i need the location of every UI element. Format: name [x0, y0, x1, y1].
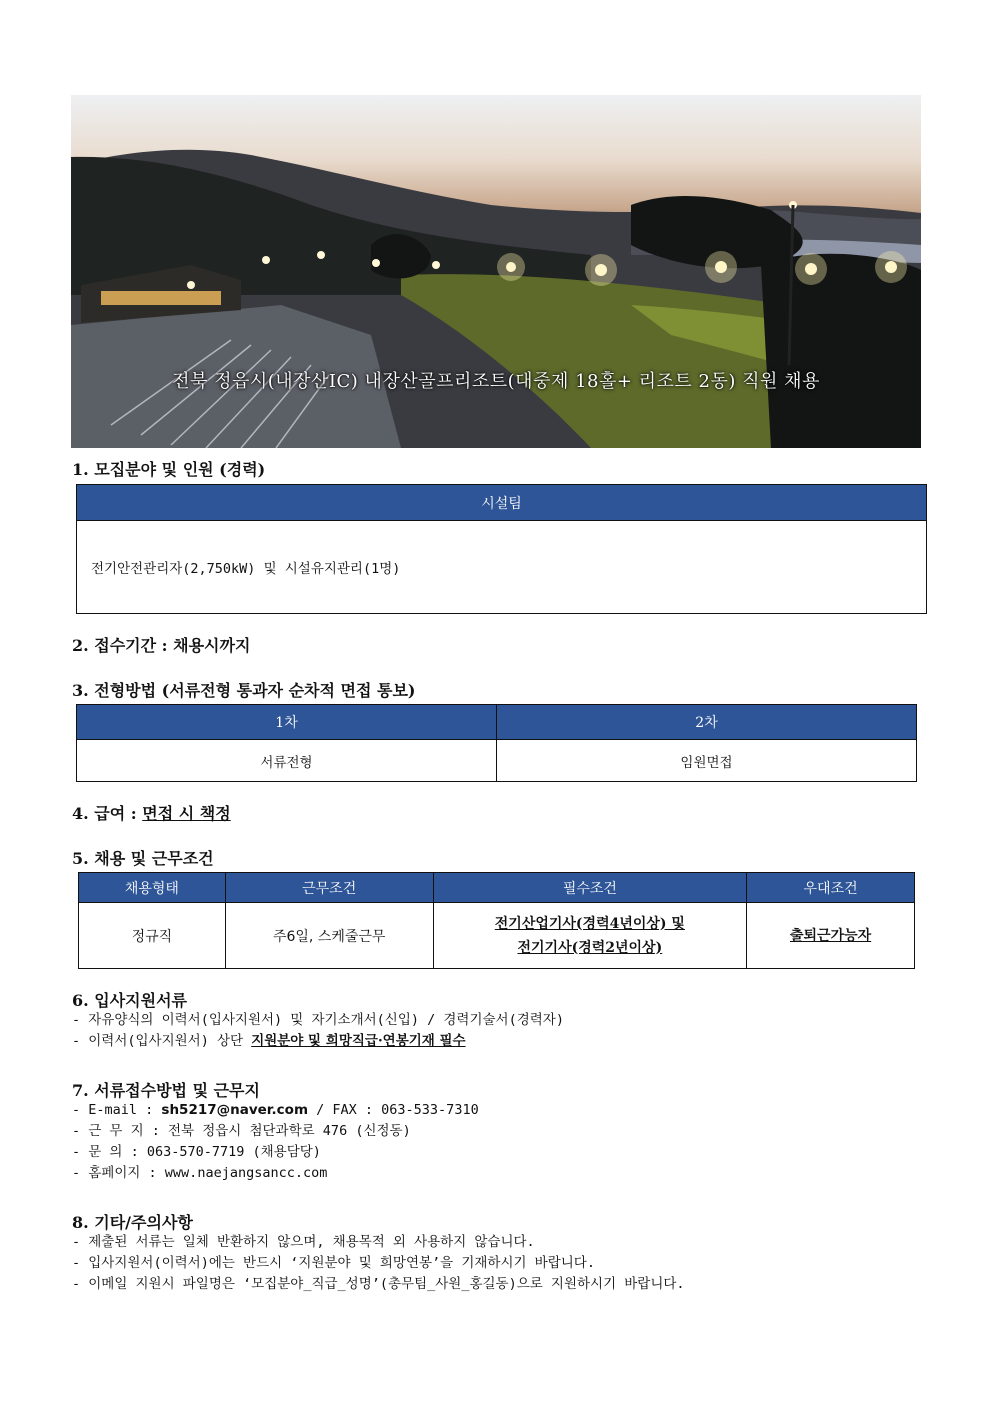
team-header: 시설팀	[77, 485, 927, 521]
employment-type-value: 정규직	[79, 903, 226, 969]
salary-value: 면접 시 책정	[142, 804, 231, 823]
notice-line-2: - 입사지원서(이력서)에는 반드시 ‘지원분야 및 희망연봉’을 기재하시기 바랍니다.	[72, 1255, 595, 1271]
employment-conditions-table	[78, 872, 915, 969]
homepage-line: - 홈페이지 : www.naejangsancc.com	[72, 1165, 328, 1181]
salary-label: 4. 급여 :	[72, 804, 143, 823]
stage2-header: 2차	[497, 705, 917, 740]
documents-required-note: 지원분야 및 희망직급·연봉기재 필수	[251, 1033, 466, 1049]
section8-heading: 8. 기타/주의사항	[72, 1213, 193, 1232]
selection-process-table	[76, 704, 917, 782]
phone-line: - 문 의 : 063-570-7719 (채용담당)	[72, 1144, 321, 1160]
email-fax-line	[72, 1100, 479, 1121]
stage1-header: 1차	[77, 705, 497, 740]
section6-heading: 6. 입사지원서류	[72, 991, 188, 1010]
notice-line-1: - 제출된 서류는 일체 반환하지 않으며, 채용목적 외 사용하지 않습니다.	[72, 1234, 535, 1250]
stage1-value: 서류전형	[77, 740, 497, 782]
section5-heading: 5. 채용 및 근무조건	[72, 849, 214, 868]
email-label: - E-mail :	[72, 1102, 162, 1118]
team-table	[76, 484, 927, 614]
email-link[interactable]: sh5217@naver.com	[161, 1102, 309, 1118]
address-line: - 근 무 지 : 전북 정읍시 첨단과학로 476 (신정동)	[72, 1123, 411, 1139]
employment-type-header: 채용형태	[79, 873, 226, 903]
notice-line-3: - 이메일 지원시 파일명은 ‘모집분야_직급_성명’(총무팀_사원_홍길동)으로 지원하시기 바랍니다.	[72, 1276, 685, 1292]
team-position: 전기안전관리자(2,750kW) 및 시설유지관리(1명)	[77, 521, 927, 614]
golf-resort-night-photo	[71, 95, 921, 448]
requirements-value	[433, 903, 747, 969]
hero-banner-image	[71, 95, 921, 448]
documents-line-1: - 자유양식의 이력서(입사지원서) 및 자기소개서(신입) / 경력기술서(경력자)	[72, 1012, 564, 1028]
section7-heading: 7. 서류접수방법 및 근무지	[72, 1081, 260, 1100]
stage2-value: 임원면접	[497, 740, 917, 782]
fax-text: / FAX : 063-533-7310	[308, 1102, 479, 1118]
section7-list	[72, 1100, 479, 1184]
section2-heading: 2. 접수기간 : 채용시까지	[72, 636, 251, 655]
section1-heading: 1. 모집분야 및 인원 (경력)	[72, 460, 266, 479]
requirement-line-2: 전기기사(경력2년이상)	[517, 939, 663, 956]
section6-list	[72, 1010, 564, 1052]
documents-line-2-prefix: - 이력서(입사지원서) 상단	[72, 1033, 252, 1049]
requirement-line-1: 전기산업기사(경력4년이상) 및	[494, 915, 685, 932]
section8-list	[72, 1232, 685, 1295]
requirements-header: 필수조건	[433, 873, 747, 903]
work-conditions-value: 주6일, 스케줄근무	[225, 903, 433, 969]
hero-caption: 전북 정읍시(내장산IC) 내장산골프리조트(대중제 18홀+ 리조트 2동) 직원 채용	[172, 371, 820, 392]
preferences-header: 우대조건	[747, 873, 915, 903]
preferences-value: 출퇴근가능자	[747, 903, 915, 969]
section4-heading	[72, 801, 231, 824]
section3-heading: 3. 전형방법 (서류전형 통과자 순차적 면접 통보)	[72, 681, 416, 700]
documents-line-2	[72, 1031, 564, 1052]
work-conditions-header: 근무조건	[225, 873, 433, 903]
